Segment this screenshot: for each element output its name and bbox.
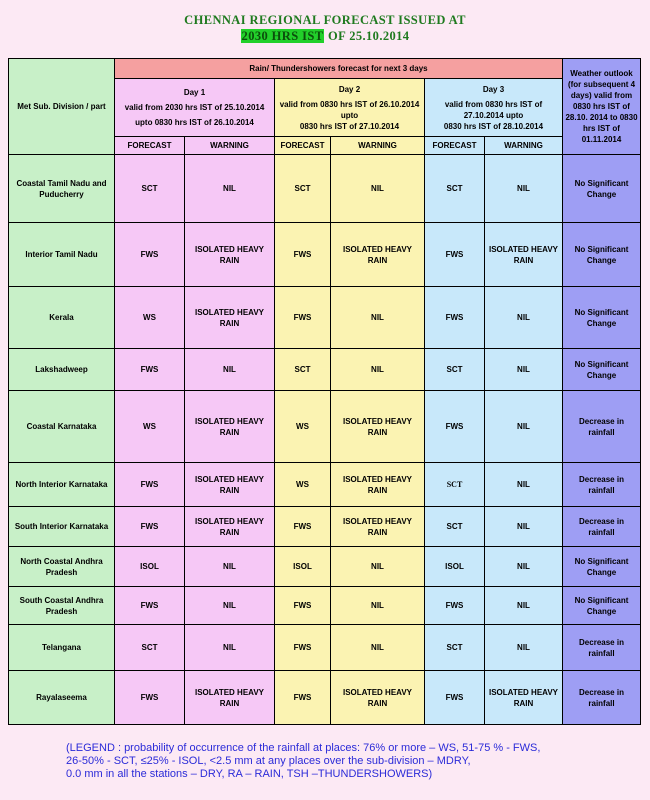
subdivision-name: South Interior Karnataka <box>9 507 115 547</box>
day-3-forecast: SCT <box>425 507 485 547</box>
subdivision-name: Interior Tamil Nadu <box>9 223 115 287</box>
table-row <box>9 625 641 671</box>
day-3-warning: NIL <box>485 391 563 463</box>
day-1-warning: NIL <box>185 625 275 671</box>
table-row <box>9 507 641 547</box>
outlook-value: No Significant Change <box>563 349 641 391</box>
table-row <box>9 349 641 391</box>
day-2-forecast: SCT <box>275 349 331 391</box>
table-row <box>9 463 641 507</box>
legend <box>66 742 626 781</box>
day-1-warning: ISOLATED HEAVY RAIN <box>185 671 275 725</box>
legend-line-1: (LEGEND : probability of occurrence of the rainfall at places: 76% or more – WS, 51-75 % - FWS, <box>66 742 541 754</box>
day-3-warning: NIL <box>485 463 563 507</box>
title-line-1: CHENNAI REGIONAL FORECAST ISSUED AT <box>184 13 466 27</box>
header-subdivision: Met Sub. Division / part <box>9 59 115 155</box>
outlook-value: Decrease in rainfall <box>563 463 641 507</box>
day-2-warning: NIL <box>331 547 425 587</box>
day-3-warning: NIL <box>485 625 563 671</box>
legend-line-2: 26-50% - SCT, ≤25% - ISOL, <2.5 mm at any places over the sub-division – MDRY, <box>66 755 471 767</box>
day-1-valid-from: valid from 2030 hrs IST of 25.10.2014 <box>124 103 265 112</box>
table-row <box>9 671 641 725</box>
day-1-forecast-header: FORECAST <box>115 137 185 155</box>
day-2-forecast: FWS <box>275 507 331 547</box>
subdivision-name: Coastal Tamil Nadu and Puducherry <box>9 155 115 223</box>
day-3-warning: ISOLATED HEAVY RAIN <box>485 671 563 725</box>
day-3-name: Day 3 <box>482 84 505 94</box>
day-2-warning-header: WARNING <box>331 137 425 155</box>
subdivision-name: Telangana <box>9 625 115 671</box>
day-2-forecast: FWS <box>275 587 331 625</box>
day-2-forecast: ISOL <box>275 547 331 587</box>
day-3-forecast: FWS <box>425 223 485 287</box>
day-1-name: Day 1 <box>183 88 206 97</box>
forecast-table <box>8 58 641 725</box>
outlook-value: No Significant Change <box>563 587 641 625</box>
day-2-forecast: WS <box>275 463 331 507</box>
day-2-warning: NIL <box>331 155 425 223</box>
day-2-warning: ISOLATED HEAVY RAIN <box>331 391 425 463</box>
table-row <box>9 223 641 287</box>
table-row <box>9 587 641 625</box>
day-3-forecast: FWS <box>425 671 485 725</box>
day-3-forecast: FWS <box>425 587 485 625</box>
outlook-value: Decrease in rainfall <box>563 671 641 725</box>
day-1-warning: ISOLATED HEAVY RAIN <box>185 287 275 349</box>
outlook-value: No Significant Change <box>563 155 641 223</box>
day-3-warning: NIL <box>485 587 563 625</box>
header-outlook: Weather outlook (for subsequent 4 days) valid from 0830 hrs IST of 28.10. 2014 to 0830 hrs IST of 01.11.2014 <box>563 59 641 155</box>
day-2-warning: ISOLATED HEAVY RAIN <box>331 463 425 507</box>
table-row <box>9 547 641 587</box>
day-2-name: Day 2 <box>338 84 361 94</box>
header-rain-banner: Rain/ Thundershowers forecast for next 3 days <box>115 59 563 79</box>
outlook-value: No Significant Change <box>563 287 641 349</box>
day-1-warning: NIL <box>185 547 275 587</box>
title-time-highlight: 2030 HRS IST <box>241 29 324 43</box>
outlook-value: Decrease in rainfall <box>563 391 641 463</box>
day-1-forecast: SCT <box>115 155 185 223</box>
day-2-forecast-header: FORECAST <box>275 137 331 155</box>
day-3-warning: NIL <box>485 547 563 587</box>
day-2-forecast: FWS <box>275 287 331 349</box>
day-3-forecast-header: FORECAST <box>425 137 485 155</box>
outlook-value: Decrease in rainfall <box>563 507 641 547</box>
day-3-warning: NIL <box>485 349 563 391</box>
day-1-warning: ISOLATED HEAVY RAIN <box>185 507 275 547</box>
day-3-forecast: SCT <box>425 463 485 507</box>
day-1-warning: ISOLATED HEAVY RAIN <box>185 223 275 287</box>
day-2-warning: NIL <box>331 625 425 671</box>
day-1-forecast: FWS <box>115 349 185 391</box>
day-3-forecast: FWS <box>425 287 485 349</box>
header-day-1 <box>115 79 275 137</box>
day-3-valid-from: valid from 0830 hrs IST of <box>444 99 543 109</box>
day-2-warning: NIL <box>331 287 425 349</box>
day-3-forecast: SCT <box>425 349 485 391</box>
day-1-forecast: FWS <box>115 587 185 625</box>
day-1-forecast: FWS <box>115 463 185 507</box>
outlook-value: No Significant Change <box>563 223 641 287</box>
day-1-warning: NIL <box>185 349 275 391</box>
subdivision-name: South Coastal Andhra Pradesh <box>9 587 115 625</box>
table-row <box>9 155 641 223</box>
day-2-warning: ISOLATED HEAVY RAIN <box>331 223 425 287</box>
day-1-forecast: FWS <box>115 223 185 287</box>
subdivision-name: Rayalaseema <box>9 671 115 725</box>
day-3-warning: ISOLATED HEAVY RAIN <box>485 223 563 287</box>
day-1-warning: NIL <box>185 155 275 223</box>
day-3-valid-to: 0830 hrs IST of 28.10.2014 <box>443 121 544 131</box>
day-3-warning: NIL <box>485 287 563 349</box>
day-3-forecast: SCT <box>425 155 485 223</box>
day-1-valid-to: upto 0830 hrs IST of 26.10.2014 <box>135 118 254 127</box>
day-1-forecast: WS <box>115 391 185 463</box>
day-3-forecast: ISOL <box>425 547 485 587</box>
subdivision-name: Kerala <box>9 287 115 349</box>
outlook-value: Decrease in rainfall <box>563 625 641 671</box>
day-1-forecast: ISOL <box>115 547 185 587</box>
day-3-warning-header: WARNING <box>485 137 563 155</box>
day-2-valid-from: valid from 0830 hrs IST of 26.10.2014 <box>279 99 420 109</box>
day-2-warning: NIL <box>331 587 425 625</box>
day-3-valid-upto: 27.10.2014 upto <box>463 110 524 120</box>
day-1-warning-header: WARNING <box>185 137 275 155</box>
day-1-forecast: WS <box>115 287 185 349</box>
subdivision-name: Lakshadweep <box>9 349 115 391</box>
day-2-valid-upto: upto <box>340 110 359 120</box>
subdivision-name: Coastal Karnataka <box>9 391 115 463</box>
day-2-warning: ISOLATED HEAVY RAIN <box>331 671 425 725</box>
title-line-2 <box>0 28 650 44</box>
day-2-forecast: FWS <box>275 671 331 725</box>
day-2-forecast: FWS <box>275 625 331 671</box>
legend-line-3: 0.0 mm in all the stations – DRY, RA – RAIN, TSH –THUNDERSHOWERS) <box>66 768 433 780</box>
subdivision-name: North Interior Karnataka <box>9 463 115 507</box>
day-1-warning: ISOLATED HEAVY RAIN <box>185 463 275 507</box>
day-2-warning: NIL <box>331 349 425 391</box>
day-3-forecast: SCT <box>425 625 485 671</box>
day-2-forecast: WS <box>275 391 331 463</box>
day-2-forecast: FWS <box>275 223 331 287</box>
day-2-warning: ISOLATED HEAVY RAIN <box>331 507 425 547</box>
header-day-2 <box>275 79 425 137</box>
day-1-forecast: FWS <box>115 671 185 725</box>
header-day-3 <box>425 79 563 137</box>
day-3-warning: NIL <box>485 155 563 223</box>
day-1-warning: ISOLATED HEAVY RAIN <box>185 391 275 463</box>
day-1-forecast: FWS <box>115 507 185 547</box>
day-1-warning: NIL <box>185 587 275 625</box>
day-1-forecast: SCT <box>115 625 185 671</box>
day-3-warning: NIL <box>485 507 563 547</box>
day-2-forecast: SCT <box>275 155 331 223</box>
table-row <box>9 391 641 463</box>
subdivision-name: North Coastal Andhra Pradesh <box>9 547 115 587</box>
table-row <box>9 287 641 349</box>
title-date: OF 25.10.2014 <box>324 29 410 43</box>
page-title <box>0 12 650 44</box>
day-3-forecast: FWS <box>425 391 485 463</box>
outlook-value: No Significant Change <box>563 547 641 587</box>
day-2-valid-to: 0830 hrs IST of 27.10.2014 <box>299 121 400 131</box>
